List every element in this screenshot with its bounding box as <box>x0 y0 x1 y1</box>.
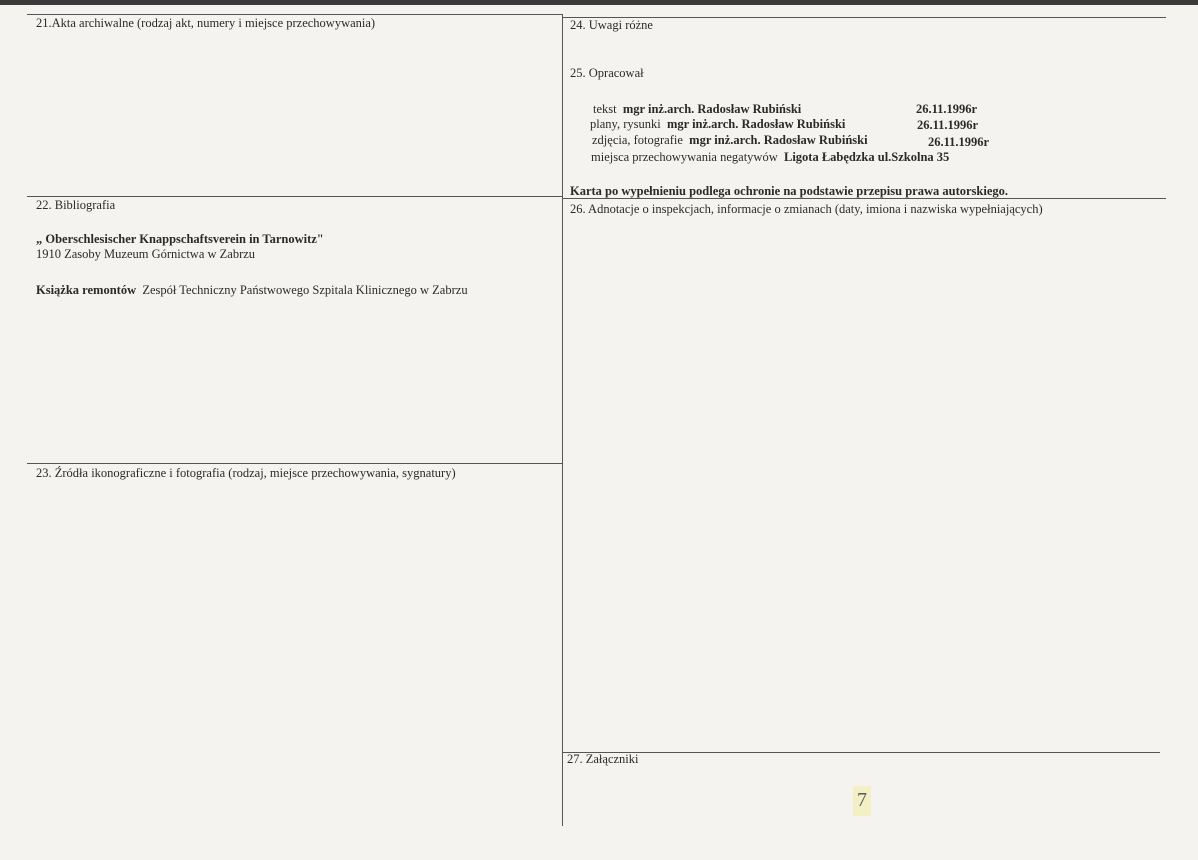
divider-26-27 <box>563 752 1160 753</box>
author-row-date: 26.11.1996r <box>917 118 979 132</box>
divider-21-22 <box>27 196 562 197</box>
section-22-label: 22. Bibliografia <box>36 198 116 212</box>
negatives-location <box>591 150 949 165</box>
divider-22-23 <box>27 463 562 464</box>
bibliography-entry-2 <box>36 283 468 298</box>
section-27-label: 27. Załączniki <box>567 752 639 766</box>
author-row-date: 26.11.1996r <box>916 102 978 116</box>
negatives-prefix: miejsca przechowywania negatywów <box>591 150 778 164</box>
top-border-left <box>27 14 563 15</box>
author-row-plans <box>590 117 845 132</box>
author-row-name: mgr inż.arch. Radosław Rubiński <box>689 133 868 147</box>
author-row-name: mgr inż.arch. Radosław Rubiński <box>622 102 802 116</box>
section-26-label: 26. Adnotacje o inspekcjach, informacje o zmianach (daty, imiona i nazwiska wypełniających) <box>570 202 1043 216</box>
top-border-right <box>563 17 1166 18</box>
section-23-label: 23. Źródła ikonograficzne i fotografia (rodzaj, miejsce przechowywania, sygnatury) <box>36 466 456 480</box>
author-row-date: 26.11.1996r <box>928 135 990 149</box>
bibliography-entry-1-detail: 1910 Zasoby Muzeum Górnictwa w Zabrzu <box>36 247 256 261</box>
bibliography-entry-2-title: Książka remontów <box>36 283 137 297</box>
page-number: 7 <box>853 786 871 816</box>
center-divider <box>562 14 563 826</box>
section-25-label: 25. Opracował <box>570 66 644 80</box>
bibliography-entry-2-detail: Zespół Techniczny Państwowego Szpitala Klinicznego w Zabrzu <box>142 283 468 297</box>
scan-edge <box>0 0 1198 5</box>
bibliography-entry-1-title: „ Oberschlesischer Knappschaftsverein in Tarnowitz" <box>36 232 324 246</box>
author-row-prefix: plany, rysunki <box>590 117 661 131</box>
author-row-photos <box>592 133 868 148</box>
negatives-place: Ligota Łabędzka ul.Szkolna 35 <box>783 150 950 164</box>
author-row-prefix: zdjęcia, fotografie <box>592 133 683 147</box>
section-24-label: 24. Uwagi różne <box>570 18 653 32</box>
author-row-name: mgr inż.arch. Radosław Rubiński <box>666 117 846 131</box>
author-row-text <box>593 102 801 117</box>
author-row-prefix: tekst <box>593 102 617 116</box>
section-21-label: 21.Akta archiwalne (rodzaj akt, numery i miejsce przechowywania) <box>36 16 376 30</box>
copyright-note: Karta po wypełnieniu podlega ochronie na podstawie przepisu prawa autorskiego. <box>570 184 1009 198</box>
